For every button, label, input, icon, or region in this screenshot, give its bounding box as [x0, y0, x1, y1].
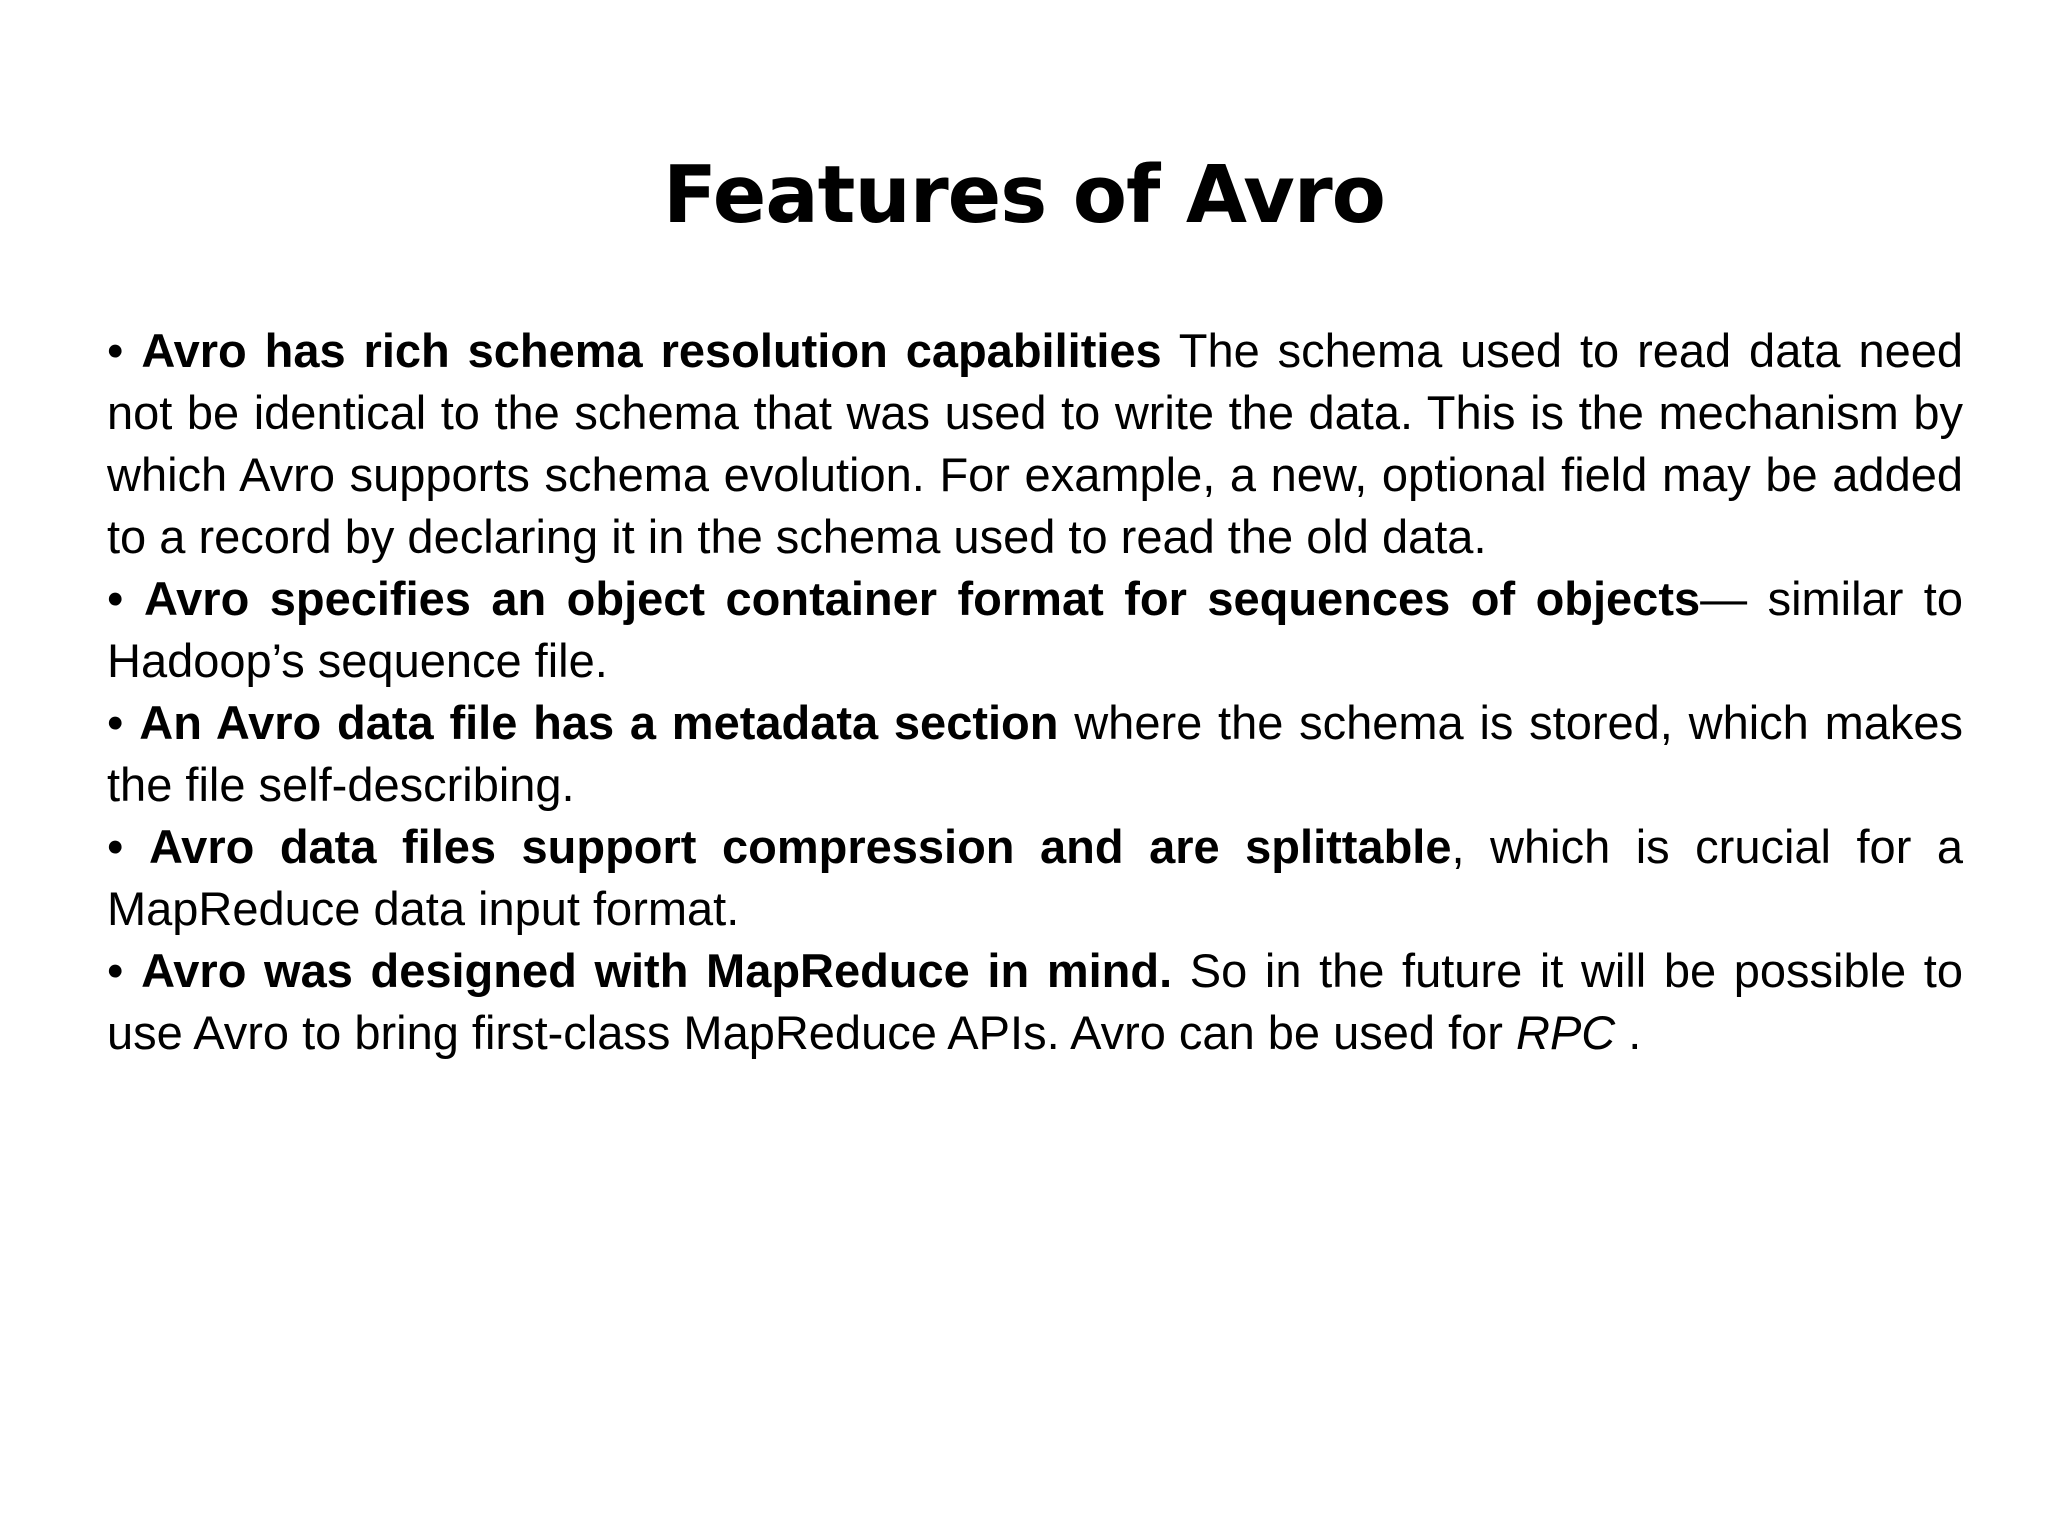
bullet-dot-icon: •	[107, 696, 124, 749]
bullet-tail: .	[1615, 1006, 1642, 1059]
bullet-lead: Avro specifies an object container format for sequences of objects	[143, 572, 1701, 625]
bullet-text: So in the future it will be possible to use Avro to bring first-class MapReduce APIs. Avro can be used for	[107, 944, 1964, 1059]
bullet-schema-resolution	[107, 320, 1963, 568]
slide-title: Features of Avro	[663, 149, 1385, 241]
bullet-object-container	[107, 568, 1963, 692]
bullet-text: — similar to Hadoop’s sequence file.	[107, 572, 1964, 687]
bullet-lead: An Avro data file has a metadata section	[139, 696, 1059, 749]
bullet-lead: Avro was designed with MapReduce in mind.	[141, 944, 1173, 997]
bullet-text: The schema used to read data need not be identical to the schema that was used to write the data. This is the mechanism by which Avro supports schema evolution. For example, a new, optional field may be added to a record by declaring it in the schema used to read the old data.	[107, 324, 1963, 563]
bullet-lead: Avro data files support compression and are splittable	[148, 820, 1452, 873]
bullet-dot-icon: •	[107, 820, 124, 873]
bullet-dot-icon: •	[107, 572, 124, 625]
bullet-compression-splittable	[107, 816, 1963, 940]
bullet-text: , which is crucial for a MapReduce data input format.	[107, 820, 1963, 935]
bullet-dot-icon: •	[107, 944, 124, 997]
bullet-lead: Avro has rich schema resolution capabilities	[141, 324, 1162, 377]
bullet-metadata-section	[107, 692, 1963, 816]
bullet-list	[107, 320, 1963, 1064]
rpc-term: RPC	[1516, 1006, 1616, 1059]
bullet-dot-icon: •	[107, 324, 124, 377]
bullet-mapreduce-design	[107, 940, 1963, 1064]
bullet-text: where the schema is stored, which makes the file self-describing.	[107, 696, 1963, 811]
